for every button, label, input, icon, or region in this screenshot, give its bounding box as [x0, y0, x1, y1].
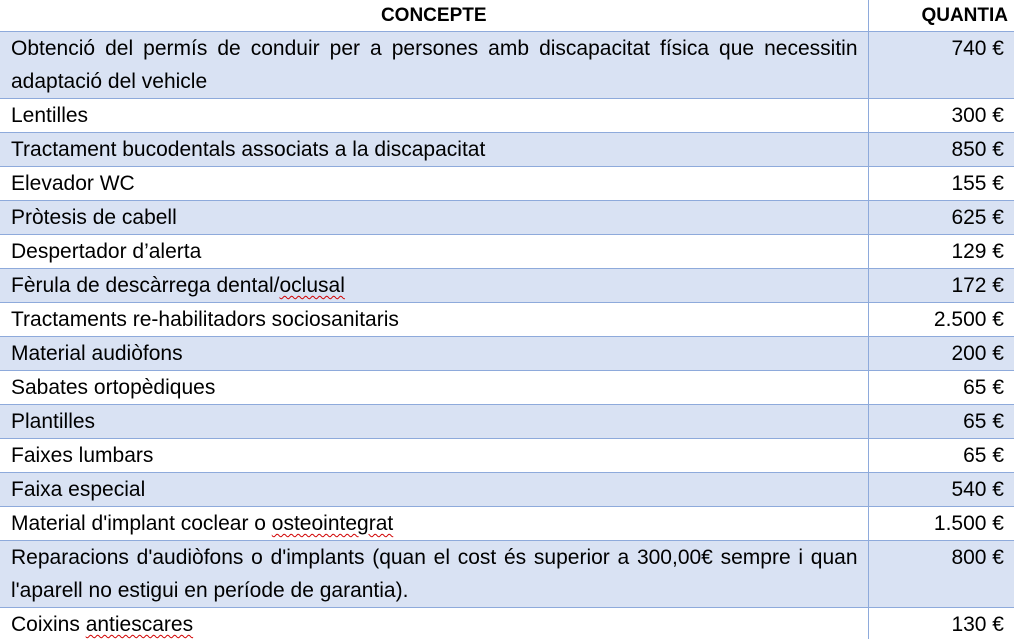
concept-cell: [0, 269, 868, 303]
concept-cell: Faixes lumbars: [0, 439, 868, 473]
concept-cell: Material audiòfons: [0, 337, 868, 371]
concept-text: Material d'implant coclear o: [11, 512, 272, 535]
table-row: [0, 32, 1014, 99]
concept-cell: Elevador WC: [0, 167, 868, 201]
concept-cell: Plantilles: [0, 405, 868, 439]
concept-cell: Sabates ortopèdiques: [0, 371, 868, 405]
table-row: [0, 473, 1014, 507]
amount-cell: 200 €: [868, 337, 1014, 371]
amount-cell: 850 €: [868, 133, 1014, 167]
concept-cell: Lentilles: [0, 99, 868, 133]
table-row: [0, 269, 1014, 303]
table-row: [0, 235, 1014, 269]
concept-cell: Reparacions d'audiòfons o d'implants (quan el cost és superior a 300,00€ sempre i quan l'aparell no estigui en període de garantia).: [0, 541, 868, 608]
amount-cell: 1.500 €: [868, 507, 1014, 541]
amount-cell: 172 €: [868, 269, 1014, 303]
amount-cell: 65 €: [868, 371, 1014, 405]
table-row: [0, 133, 1014, 167]
amount-cell: 65 €: [868, 405, 1014, 439]
spellcheck-flagged-word: antiescares: [85, 613, 194, 636]
concept-cell: [0, 608, 868, 639]
table-row: [0, 167, 1014, 201]
concept-cell: Obtenció del permís de conduir per a persones amb discapacitat física que necessitin adaptació del vehicle: [0, 32, 868, 99]
amount-cell: 800 €: [868, 541, 1014, 608]
amount-cell: 65 €: [868, 439, 1014, 473]
table-header-row: [0, 0, 1014, 32]
amount-cell: 130 €: [868, 608, 1014, 639]
column-header-amount: QUANTIA: [868, 0, 1014, 32]
amount-cell: 740 €: [868, 32, 1014, 99]
amount-cell: 300 €: [868, 99, 1014, 133]
table-row: [0, 439, 1014, 473]
table-row: [0, 371, 1014, 405]
amount-cell: 155 €: [868, 167, 1014, 201]
column-header-concept: CONCEPTE: [0, 0, 868, 32]
concept-cell: Pròtesis de cabell: [0, 201, 868, 235]
amount-cell: 129 €: [868, 235, 1014, 269]
concept-cell: Tractament bucodentals associats a la discapacitat: [0, 133, 868, 167]
spellcheck-flagged-word: osteointegrat: [271, 512, 394, 535]
spellcheck-flagged-word: oclusal: [279, 274, 345, 297]
table-row: [0, 337, 1014, 371]
concept-cell: Tractaments re-habilitadors sociosanitaris: [0, 303, 868, 337]
table-row: [0, 541, 1014, 608]
table-row: [0, 99, 1014, 133]
table-row: [0, 201, 1014, 235]
concept-cell: [0, 507, 868, 541]
amount-cell: 2.500 €: [868, 303, 1014, 337]
table-row: [0, 507, 1014, 541]
concept-cell: Despertador d’alerta: [0, 235, 868, 269]
table-row: [0, 405, 1014, 439]
amount-cell: 540 €: [868, 473, 1014, 507]
concept-text: Coixins: [11, 613, 86, 636]
concept-cell: Faixa especial: [0, 473, 868, 507]
amount-cell: 625 €: [868, 201, 1014, 235]
concept-text: Fèrula de descàrrega dental/: [11, 274, 280, 297]
table-row: [0, 303, 1014, 337]
table-row: [0, 608, 1014, 639]
